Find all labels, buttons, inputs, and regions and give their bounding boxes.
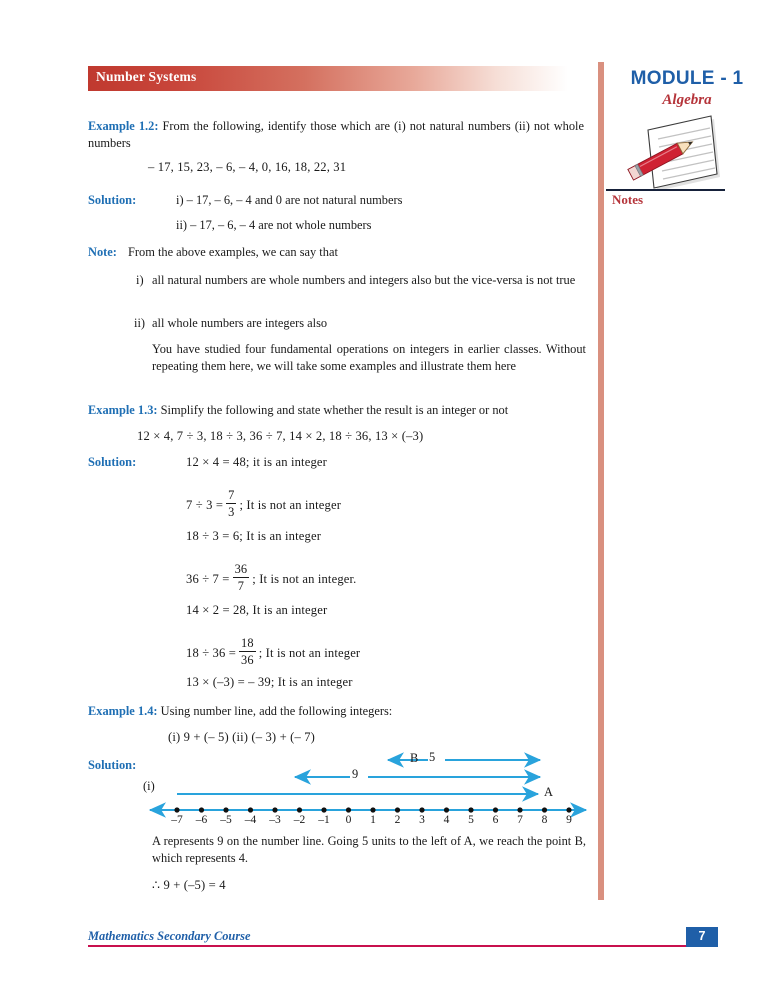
example-1-3-solution-label: Solution:: [88, 455, 137, 469]
example-1-3-step-3: [186, 562, 356, 593]
step-3-numerator: 36: [234, 562, 248, 576]
example-1-4-explanation: A represents 9 on the number line. Going 5 units to the left of A, we reach the point B, which represents 4.: [152, 834, 586, 865]
example-1-4-parts: (i) 9 + (– 5) (ii) (– 3) + (– 7): [168, 730, 316, 744]
note-label: Note:: [88, 245, 117, 259]
step-3-lhs: 36 ÷ 7 =: [186, 572, 230, 587]
module-subtitle: Algebra: [662, 92, 712, 108]
example-1-2-solution-label: Solution:: [88, 193, 137, 207]
example-1-4-label: Example 1.4:: [88, 704, 158, 718]
tick-label-6: –1: [318, 814, 330, 826]
example-1-2-text: From the following, identify those which are (i) not natural numbers (ii) not whole numbers: [88, 119, 584, 150]
example-1-3-label: Example 1.3:: [88, 403, 158, 417]
fraction-bar: [233, 577, 250, 578]
fraction-bar: [226, 503, 236, 504]
step-5-numerator: 18: [241, 636, 254, 650]
step-1-numerator: 7: [228, 488, 235, 502]
step-5-lhs: 18 ÷ 36 =: [186, 646, 236, 661]
example-1-2-number-list: – 17, 15, 23, – 6, – 4, 0, 16, 18, 22, 31: [148, 160, 347, 174]
tick-label-5: –2: [293, 814, 306, 826]
tick-label-13: 6: [492, 814, 499, 826]
example-1-4-part-marker: (i): [143, 779, 155, 793]
step-1-fraction: [226, 488, 236, 519]
example-1-2-solution-ii: ii) – 17, – 6, – 4 are not whole numbers: [176, 218, 372, 232]
example-1-4-text: Using number line, add the following integers:: [160, 704, 393, 718]
step-1-rhs: ; It is not an integer: [239, 498, 342, 513]
tick-label-2: –5: [220, 814, 232, 826]
notepad-pencil-icon: [618, 112, 722, 196]
example-1-3-expression-list: 12 × 4, 7 ÷ 3, 18 ÷ 3, 36 ÷ 7, 14 × 2, 18 ÷ 36, 13 × (–3): [137, 429, 424, 443]
step-1-lhs: 7 ÷ 3 =: [186, 498, 224, 513]
step-5-denominator: 36: [241, 653, 254, 667]
step-5-rhs: ; It is not an integer: [258, 646, 361, 661]
tick-label-0: –7: [171, 814, 183, 826]
example-1-2-statement: [88, 118, 584, 151]
page-number-box: [686, 927, 718, 947]
notes-label: Notes: [612, 192, 644, 207]
tick-label-8: 1: [370, 814, 376, 826]
note-paragraph: You have studied four fundamental operations on integers in earlier classes. Without repeating them here, we will take some examples and illustrate them here: [152, 342, 586, 373]
tick-label-10: 3: [419, 814, 425, 826]
example-1-2-solution-i: i) – 17, – 6, – 4 and 0 are not natural numbers: [176, 193, 403, 207]
step-3-fraction: [233, 562, 250, 593]
example-1-3-step-6: 13 × (–3) = – 39; It is an integer: [186, 675, 353, 689]
point-b-label: B: [410, 751, 419, 765]
example-1-2-label: Example 1.2:: [88, 119, 159, 133]
example-1-4-statement: [88, 703, 586, 720]
example-1-3-step-2: 18 ÷ 3 = 6; It is an integer: [186, 529, 322, 543]
page-number: 7: [698, 929, 706, 943]
example-1-4-solution-label: Solution:: [88, 758, 137, 772]
example-1-3-step-5: [186, 636, 360, 667]
fraction-bar: [239, 651, 256, 652]
chapter-header-band: [88, 66, 568, 91]
note-item-text-0: all natural numbers are whole numbers and integers also but the vice-versa is not true: [152, 273, 576, 287]
footer-divider: [88, 945, 686, 947]
tick-label-16: 9: [566, 814, 572, 826]
note-item-marker-0: i): [136, 273, 144, 287]
note-item-text-1: all whole numbers are integers also: [152, 316, 328, 330]
example-1-3-step-0: 12 × 4 = 48; it is an integer: [186, 455, 327, 469]
number-line-figure: [140, 744, 600, 828]
tick-label-1: –6: [195, 814, 208, 826]
example-1-3-step-4: 14 × 2 = 28, It is an integer: [186, 603, 328, 617]
chapter-title: Number Systems: [96, 69, 197, 84]
tick-label-15: 8: [541, 814, 548, 826]
example-1-3-statement: [88, 402, 586, 419]
step-3-denominator: 7: [237, 579, 245, 593]
notes-divider: [606, 189, 725, 191]
tick-label-7: 0: [345, 814, 352, 826]
step-5-fraction: [239, 636, 256, 667]
example-1-3-text: Simplify the following and state whether the result is an integer or not: [160, 403, 509, 417]
example-1-3-step-1: [186, 488, 341, 519]
step-3-rhs: ; It is not an integer.: [252, 572, 357, 587]
footer-course-title: Mathematics Secondary Course: [88, 929, 251, 943]
tick-label-9: 2: [394, 814, 401, 826]
tick-label-3: –4: [244, 814, 257, 826]
example-1-4-conclusion: ∴ 9 + (–5) = 4: [152, 878, 226, 892]
point-a-label: A: [544, 785, 553, 799]
step-1-denominator: 3: [228, 505, 235, 519]
arrow-9-label: 9: [352, 767, 359, 781]
tick-label-12: 5: [468, 814, 474, 826]
tick-label-4: –3: [269, 814, 281, 826]
tick-label-14: 7: [517, 814, 523, 826]
note-text: From the above examples, we can say that: [128, 245, 338, 259]
tick-label-11: 4: [443, 814, 450, 826]
note-item-marker-1: ii): [134, 316, 146, 330]
arrow-5-label: 5: [429, 750, 436, 764]
module-title: MODULE - 1: [630, 68, 744, 89]
